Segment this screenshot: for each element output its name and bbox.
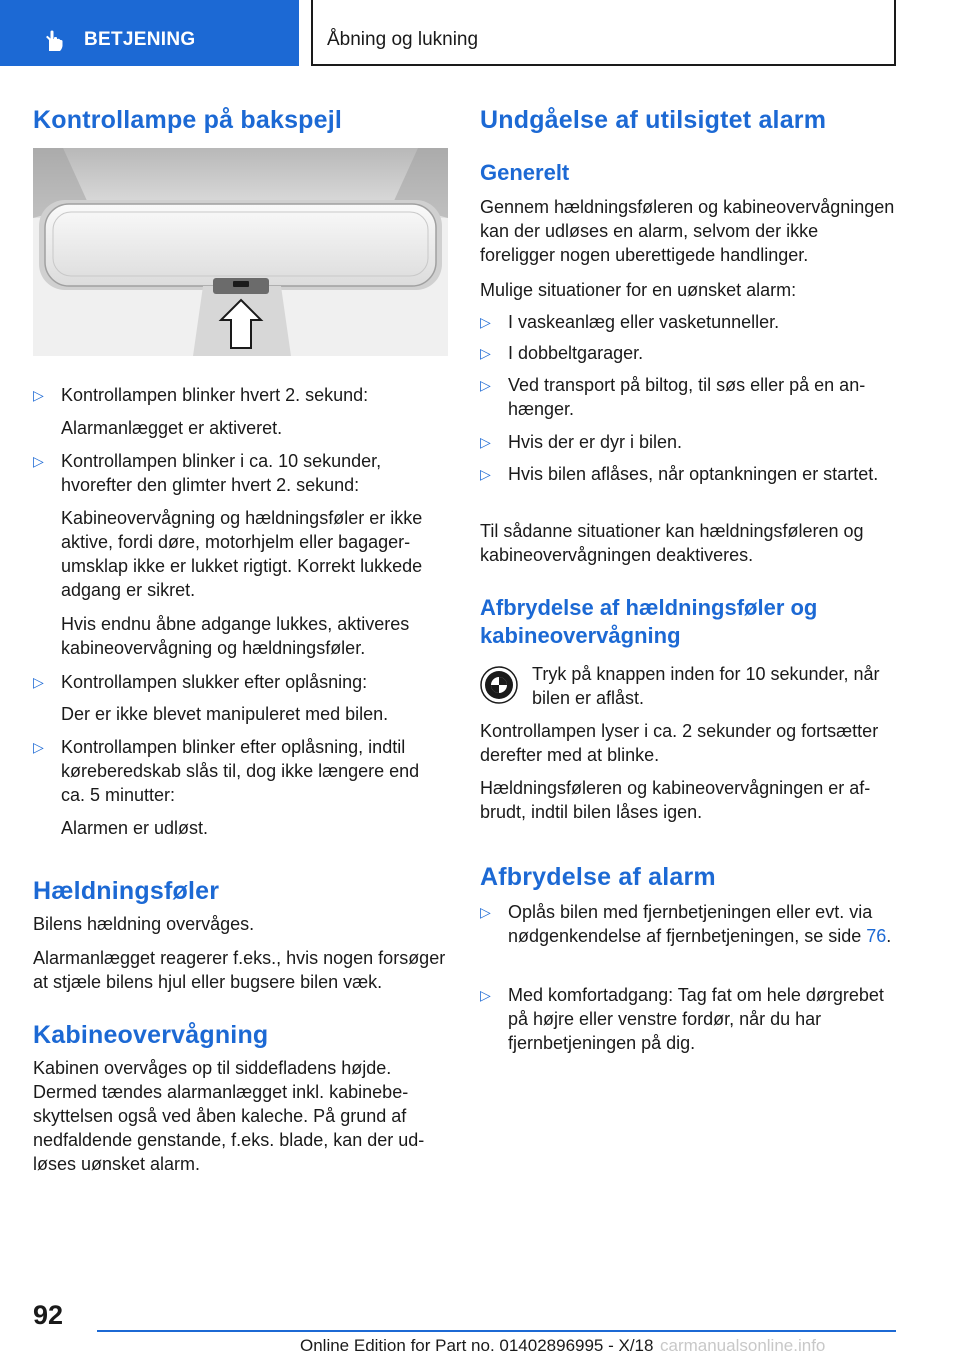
heading-cabin-monitoring: Kabineovervågning (33, 1021, 269, 1049)
heading-interrupt-alarm: Afbrydelse af alarm (480, 863, 716, 891)
section-tab (0, 0, 299, 66)
chapter-header (311, 0, 896, 66)
paragraph: Alarmanlægget reagerer f.eks., hvis nogen forsøger at stjæle bilens hjul eller bugsere bilen væk. (33, 948, 446, 992)
watermark: carmanualsonline.info (660, 1336, 826, 1355)
list-item-detail: Alarmen er udløst. (61, 818, 209, 838)
bmw-key-icon (480, 666, 518, 704)
heading-avoid-alarm: Undgåelse af utilsigtet alarm (480, 106, 827, 134)
paragraph: Kontrollampen lyser i ca. 2 sekunder og fortsætter derefter med at blinke. (480, 721, 879, 765)
list-item: ▷ Kontrollampen blinker i ca. 10 sekunder, hvorefter den glimter hvert 2. sekund: (33, 451, 382, 495)
key-instruction: Tryk på knappen inden for 10 sekunder, når bilen er aflåst. (532, 664, 880, 708)
hand-icon (42, 29, 66, 53)
triangle-right-icon: ▷ (480, 434, 491, 450)
heading-interrupt-sensors: Afbrydelse af hældningsføler og kabineovervågning (480, 595, 818, 648)
rearview-mirror-image (33, 148, 448, 356)
paragraph: Hældningsføleren og kabineovervågningen er afbrudt, indtil bilen låses igen. (480, 778, 871, 822)
heading-general: Generelt (480, 160, 570, 185)
list-item: ▷ Oplås bilen med fjernbetjeningen eller evt. via nødgenkendelse af fjernbetjeningen, se side 76. (480, 902, 892, 946)
heading-tilt-sensor: Hældningsføler (33, 877, 220, 905)
edition-text: Online Edition for Part no. 01402896995 - X/18 (300, 1336, 654, 1355)
chapter-title: Åbning og lukning (327, 29, 479, 50)
paragraph: Til sådanne situationer kan hældningsføleren og kabineovervågningen deaktiveres. (480, 521, 864, 565)
paragraph: Gennem hældningsføleren og kabineovervågningen kan der udløses en alarm, selvom der ikke foreligger nogen uberettigede handlinger. (480, 197, 895, 265)
page-link[interactable]: 76 (866, 926, 887, 946)
list-item: ▷ Ved transport på biltog, til søs eller på en anhænger. (480, 375, 866, 419)
triangle-right-icon: ▷ (480, 314, 491, 330)
list-item: ▷ I dobbeltgarager. (480, 343, 644, 363)
list-item-detail: Hvis endnu åbne adgange lukkes, aktiveres kabineovervågning og hældningsføler. (61, 614, 410, 658)
list-item-detail: Alarmanlægget er aktiveret. (61, 418, 283, 438)
mirror-illustration (33, 148, 448, 356)
paragraph: Kabinen overvåges op til siddefladens højde. Dermed tændes alarmanlægget inkl. kabinebeskyttelsen også ved åben kaleche. På grund af nedfaldende genstande, f.eks. blade, kan der udløses uønsket alarm. (33, 1058, 425, 1174)
triangle-right-icon: ▷ (480, 466, 491, 482)
list-item: ▷ Kontrollampen blinker hvert 2. sekund: (33, 385, 369, 405)
triangle-right-icon: ▷ (480, 377, 491, 393)
section-label: BETJENING (84, 29, 196, 50)
list-item: ▷ Hvis bilen aflåses, når optankningen er startet. (480, 464, 879, 484)
triangle-right-icon: ▷ (33, 387, 44, 403)
list-item-detail: Der er ikke blevet manipuleret med bilen. (61, 704, 389, 724)
paragraph: Bilens hældning overvåges. (33, 914, 255, 934)
triangle-right-icon: ▷ (480, 345, 491, 361)
triangle-right-icon: ▷ (33, 739, 44, 755)
footer-divider (97, 1330, 896, 1332)
paragraph: Mulige situationer for en uønsket alarm: (480, 280, 797, 300)
list-item-detail: Kabineovervågning og hældningsføler er ikke aktive, fordi døre, motorhjelm eller bagagerumsklap ikke er lukket rigtigt. Korrekt lukkede adgang er sikret. (61, 508, 423, 600)
heading-mirror-lamp: Kontrollampe på bakspejl (33, 106, 343, 134)
triangle-right-icon: ▷ (480, 904, 491, 920)
triangle-right-icon: ▷ (33, 453, 44, 469)
list-item: ▷ Hvis der er dyr i bilen. (480, 432, 683, 452)
list-item: ▷ Kontrollampen blinker efter oplåsning, indtil køreberedskab slås til, dog ikke længere end ca. 5 minutter: (33, 737, 420, 805)
triangle-right-icon: ▷ (33, 674, 44, 690)
list-item: ▷ Med komfortadgang: Tag fat om hele dørgrebet på højre eller venstre fordør, når du har fjernbetjeningen på dig. (480, 985, 884, 1053)
list-item: ▷ Kontrollampen slukker efter oplåsning: (33, 672, 368, 692)
list-item: ▷ I vaskeanlæg eller vasketunneller. (480, 312, 780, 332)
triangle-right-icon: ▷ (480, 987, 491, 1003)
page-number: 92 (33, 1300, 64, 1330)
